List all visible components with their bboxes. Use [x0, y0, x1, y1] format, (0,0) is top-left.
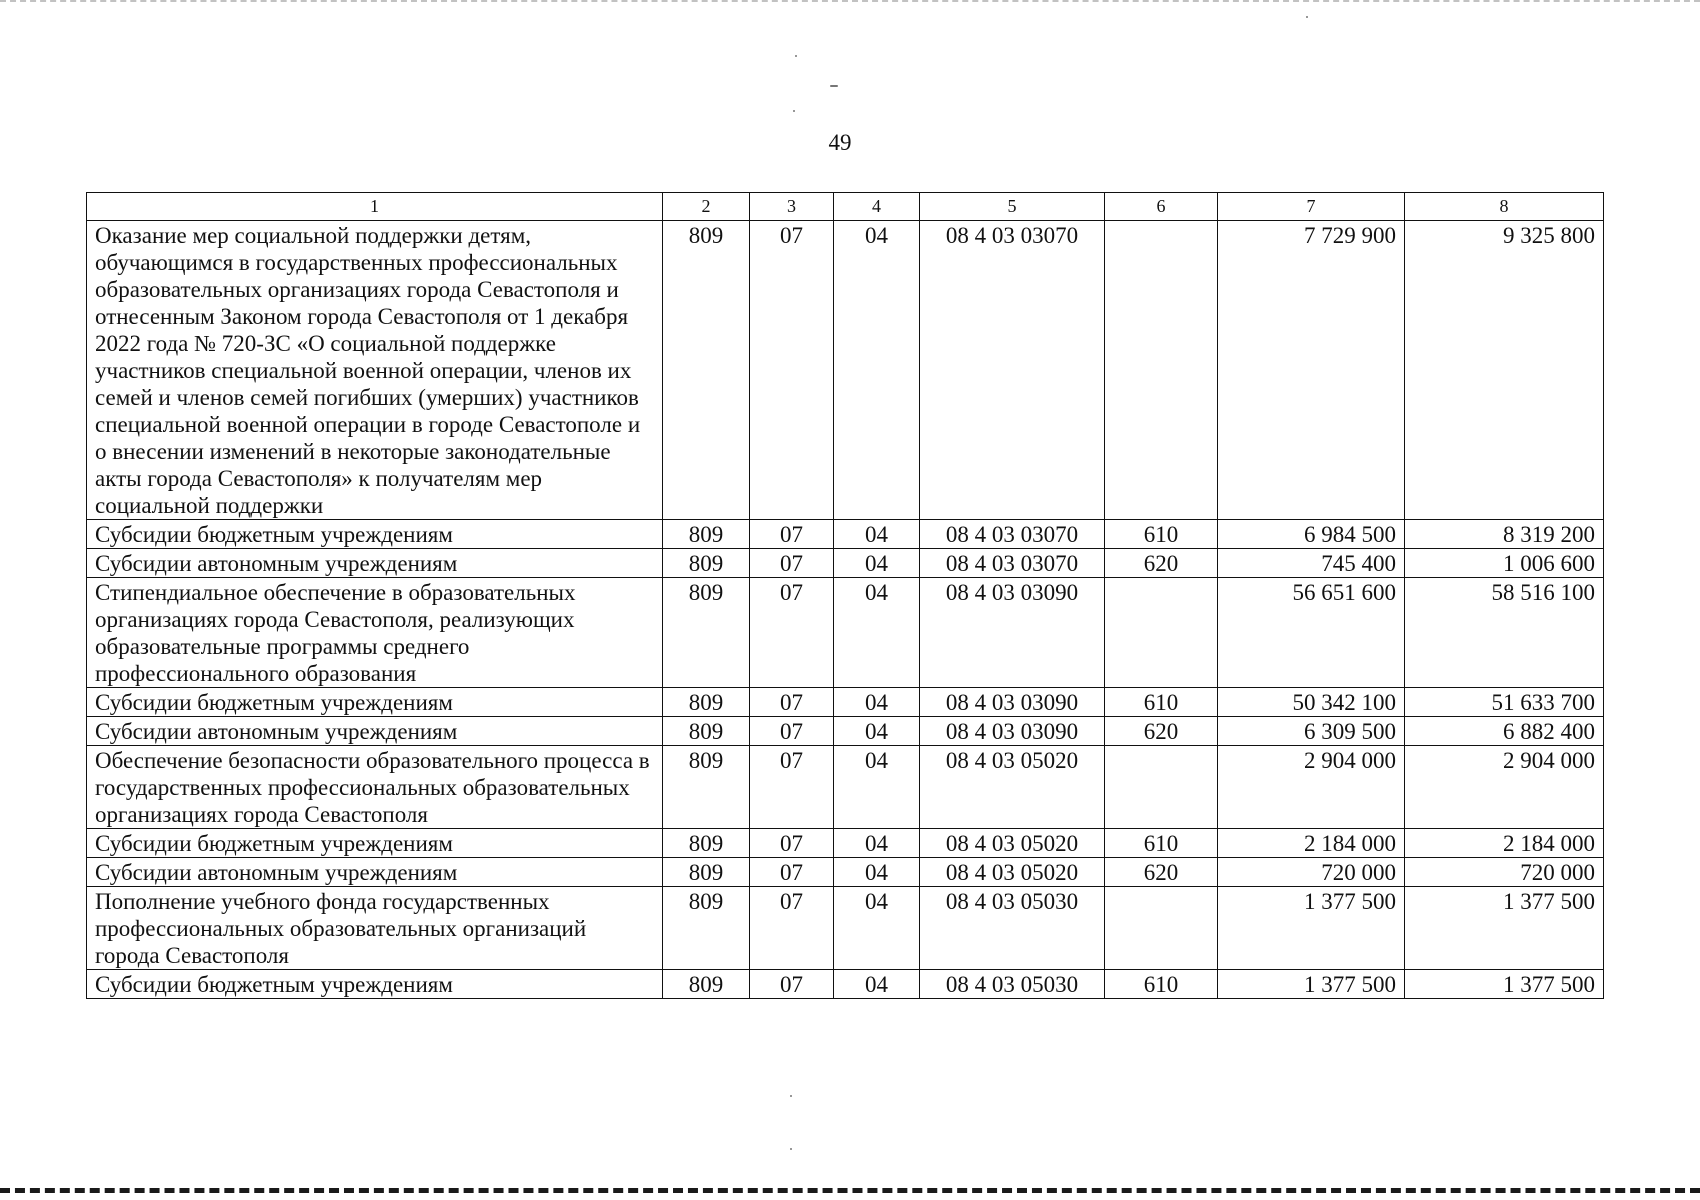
- column-header-5: 5: [920, 193, 1105, 221]
- cell-name: Оказание мер социальной поддержки детям, обучающимся в государственных профессиональных образовательных организациях города Севастополя и отнесенным Законом города Севастополя от 1 декабря 2022 года № 720-ЗС «О социальной поддержке участников специальной военной операции, членов их семей и членов семей погибших (умерших) участников специальной военной операции в городе Севастополе и о внесении изменений в некоторые законодательные акты города Севастополя» к получателям мер социальной поддержки: [87, 221, 663, 520]
- cell-name: Субсидии бюджетным учреждениям: [87, 688, 663, 717]
- cell-target-article: 08 4 03 03090: [920, 717, 1105, 746]
- cell-section: 07: [750, 970, 834, 999]
- cell-target-article: 08 4 03 05030: [920, 970, 1105, 999]
- cell-amount-8: 1 377 500: [1405, 970, 1604, 999]
- column-header-8: 8: [1405, 193, 1604, 221]
- cell-amount-7: 1 377 500: [1218, 970, 1405, 999]
- cell-name: Субсидии автономным учреждениям: [87, 549, 663, 578]
- cell-subsection: 04: [834, 688, 920, 717]
- table-row: [87, 717, 1604, 746]
- cell-target-article: 08 4 03 03070: [920, 549, 1105, 578]
- cell-expense-type: 610: [1105, 829, 1218, 858]
- table-row: [87, 688, 1604, 717]
- cell-name: Пополнение учебного фонда государственных профессиональных образовательных организаций города Севастополя: [87, 887, 663, 970]
- cell-section: 07: [750, 717, 834, 746]
- scan-edge-bottom: [0, 1188, 1700, 1199]
- cell-subsection: 04: [834, 887, 920, 970]
- page-number: 49: [828, 130, 852, 155]
- cell-subsection: 04: [834, 221, 920, 520]
- cell-ministry-code: 809: [663, 549, 750, 578]
- table-row: [87, 221, 1604, 520]
- cell-expense-type: 620: [1105, 717, 1218, 746]
- cell-amount-8: 6 882 400: [1405, 717, 1604, 746]
- cell-target-article: 08 4 03 03070: [920, 520, 1105, 549]
- cell-subsection: 04: [834, 746, 920, 829]
- cell-ministry-code: 809: [663, 887, 750, 970]
- column-header-7: 7: [1218, 193, 1405, 221]
- cell-amount-8: 51 633 700: [1405, 688, 1604, 717]
- cell-ministry-code: 809: [663, 221, 750, 520]
- cell-section: 07: [750, 858, 834, 887]
- column-header-3: 3: [750, 193, 834, 221]
- cell-section: 07: [750, 520, 834, 549]
- cell-name: Субсидии бюджетным учреждениям: [87, 970, 663, 999]
- cell-name: Субсидии бюджетным учреждениям: [87, 829, 663, 858]
- table-row: [87, 549, 1604, 578]
- cell-expense-type: 610: [1105, 970, 1218, 999]
- cell-section: 07: [750, 829, 834, 858]
- cell-expense-type: 620: [1105, 858, 1218, 887]
- scan-speck: [793, 110, 795, 112]
- column-header-1: 1: [87, 193, 663, 221]
- cell-target-article: 08 4 03 03070: [920, 221, 1105, 520]
- cell-section: 07: [750, 221, 834, 520]
- cell-name: Обеспечение безопасности образовательного процесса в государственных профессиональных образовательных организациях города Севастополя: [87, 746, 663, 829]
- cell-expense-type: 610: [1105, 520, 1218, 549]
- cell-subsection: 04: [834, 549, 920, 578]
- cell-target-article: 08 4 03 03090: [920, 688, 1105, 717]
- cell-amount-7: 1 377 500: [1218, 887, 1405, 970]
- scan-speck: [830, 85, 838, 87]
- scan-speck: [790, 1095, 792, 1097]
- cell-subsection: 04: [834, 578, 920, 688]
- cell-ministry-code: 809: [663, 858, 750, 887]
- cell-expense-type: [1105, 887, 1218, 970]
- cell-ministry-code: 809: [663, 970, 750, 999]
- cell-ministry-code: 809: [663, 717, 750, 746]
- cell-amount-8: 720 000: [1405, 858, 1604, 887]
- cell-subsection: 04: [834, 520, 920, 549]
- cell-amount-7: 50 342 100: [1218, 688, 1405, 717]
- cell-amount-7: 7 729 900: [1218, 221, 1405, 520]
- cell-expense-type: 610: [1105, 688, 1218, 717]
- cell-subsection: 04: [834, 858, 920, 887]
- cell-subsection: 04: [834, 970, 920, 999]
- table-row: [87, 520, 1604, 549]
- cell-target-article: 08 4 03 05020: [920, 829, 1105, 858]
- cell-name: Субсидии автономным учреждениям: [87, 858, 663, 887]
- cell-expense-type: 620: [1105, 549, 1218, 578]
- column-header-2: 2: [663, 193, 750, 221]
- cell-section: 07: [750, 578, 834, 688]
- cell-target-article: 08 4 03 03090: [920, 578, 1105, 688]
- scan-speck: [795, 55, 797, 57]
- cell-amount-8: 2 904 000: [1405, 746, 1604, 829]
- cell-expense-type: [1105, 746, 1218, 829]
- cell-ministry-code: 809: [663, 829, 750, 858]
- cell-amount-7: 2 184 000: [1218, 829, 1405, 858]
- budget-table: [86, 192, 1604, 999]
- column-header-6: 6: [1105, 193, 1218, 221]
- cell-amount-7: 2 904 000: [1218, 746, 1405, 829]
- cell-amount-8: 1 377 500: [1405, 887, 1604, 970]
- cell-amount-7: 6 309 500: [1218, 717, 1405, 746]
- cell-section: 07: [750, 688, 834, 717]
- table-row: [87, 858, 1604, 887]
- cell-amount-8: 2 184 000: [1405, 829, 1604, 858]
- scan-speck: [1306, 16, 1308, 18]
- cell-target-article: 08 4 03 05020: [920, 746, 1105, 829]
- table-header: [87, 193, 1604, 221]
- cell-section: 07: [750, 887, 834, 970]
- cell-amount-7: 720 000: [1218, 858, 1405, 887]
- cell-subsection: 04: [834, 829, 920, 858]
- cell-target-article: 08 4 03 05020: [920, 858, 1105, 887]
- table-row: [87, 970, 1604, 999]
- scan-speck: [790, 1148, 792, 1150]
- table-row: [87, 578, 1604, 688]
- cell-amount-8: 9 325 800: [1405, 221, 1604, 520]
- cell-section: 07: [750, 746, 834, 829]
- cell-amount-8: 1 006 600: [1405, 549, 1604, 578]
- table-row: [87, 829, 1604, 858]
- cell-amount-7: 745 400: [1218, 549, 1405, 578]
- scan-edge-top: [0, 0, 1700, 4]
- cell-amount-7: 56 651 600: [1218, 578, 1405, 688]
- cell-expense-type: [1105, 221, 1218, 520]
- cell-subsection: 04: [834, 717, 920, 746]
- cell-name: Субсидии бюджетным учреждениям: [87, 520, 663, 549]
- cell-ministry-code: 809: [663, 746, 750, 829]
- cell-name: Стипендиальное обеспечение в образовательных организациях города Севастополя, реализующих образовательные программы среднего профессионального образования: [87, 578, 663, 688]
- cell-expense-type: [1105, 578, 1218, 688]
- cell-amount-8: 58 516 100: [1405, 578, 1604, 688]
- cell-section: 07: [750, 549, 834, 578]
- cell-amount-8: 8 319 200: [1405, 520, 1604, 549]
- cell-target-article: 08 4 03 05030: [920, 887, 1105, 970]
- cell-ministry-code: 809: [663, 578, 750, 688]
- cell-name: Субсидии автономным учреждениям: [87, 717, 663, 746]
- table-row: [87, 746, 1604, 829]
- table-row: [87, 887, 1604, 970]
- cell-ministry-code: 809: [663, 688, 750, 717]
- column-header-4: 4: [834, 193, 920, 221]
- table-body: [87, 221, 1604, 999]
- header-row: [87, 193, 1604, 221]
- cell-amount-7: 6 984 500: [1218, 520, 1405, 549]
- cell-ministry-code: 809: [663, 520, 750, 549]
